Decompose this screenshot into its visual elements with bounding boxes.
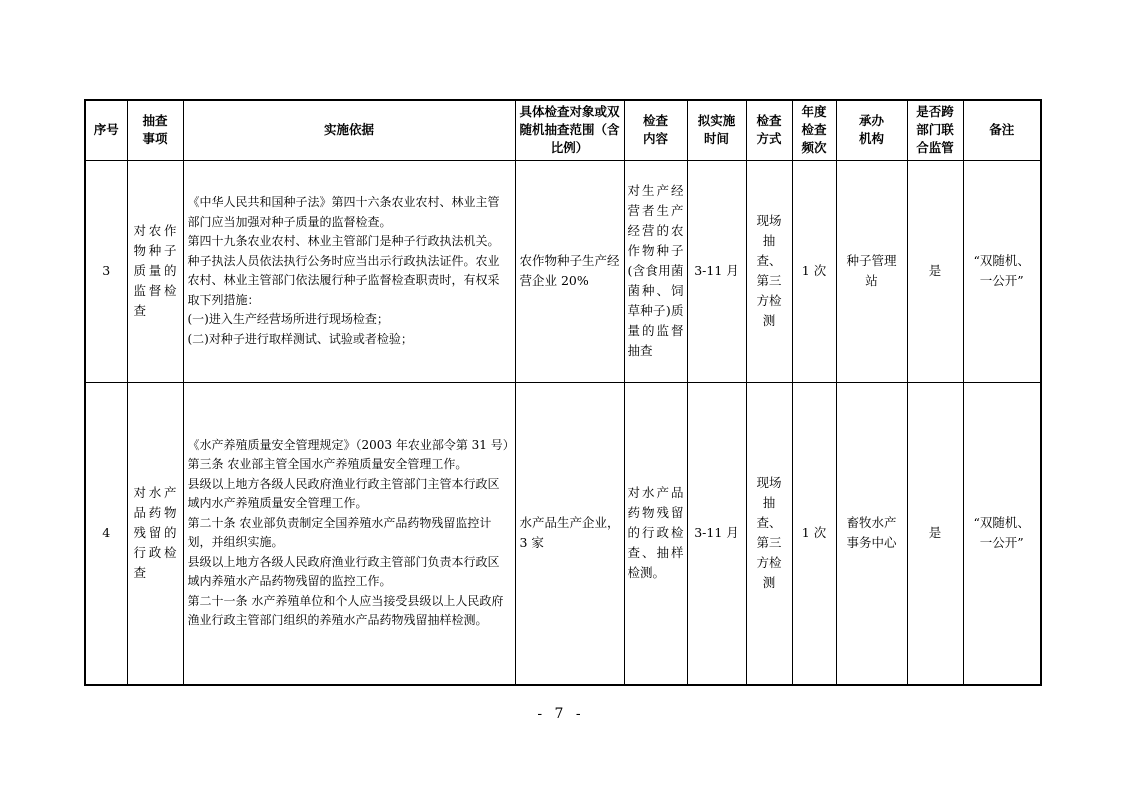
implementation-basis (183, 160, 515, 382)
header-org: 承办机构 (836, 100, 907, 160)
table-row (85, 160, 1041, 382)
header-content: 检查内容 (624, 100, 687, 160)
implementation-basis (183, 382, 515, 685)
basis-paragraph: 县级以上地方各级人民政府渔业行政主管部门主管本行政区域内水产养殖质量安全管理工作。 (187, 476, 500, 511)
basis-paragraph: 《中华人民共和国种子法》第四十六条农业农村、林业主管部门应当加强对种子质量的监督检查。 (187, 195, 500, 229)
basis-paragraph: 县级以上地方各级人民政府渔业行政主管部门负责本行政区域内养殖水产品药物残留的监控工作。 (187, 554, 500, 589)
inspection-content: 对生产经营者生产经营的农作物种子(含食用菌菌种、饲草种子)质量的监督抽查 (624, 160, 687, 382)
basis-paragraph: 第四十九条农业农村、林业主管部门是种子行政执法机关。种子执法人员依法执行公务时应当出示行政执法证件。农业农村、林业主管部门依法履行种子监督检查职责时，有权采取下列措施： (187, 234, 500, 307)
responsible-org: 种子管理站 (836, 160, 907, 382)
cross-department: 是 (907, 160, 963, 382)
header-time: 拟实施时间 (687, 100, 746, 160)
basis-paragraph: 第二十条 农业部负责制定全国养殖水产品药物残留监控计划，并组织实施。 (187, 515, 492, 550)
inspection-scope: 农作物种子生产经营企业 20% (515, 160, 624, 382)
inspection-item: 对水产品药物残留的行政检查 (127, 382, 183, 685)
inspection-item: 对农作物种子质量的监督检查 (127, 160, 183, 382)
inspection-scope: 水产品生产企业，3 家 (515, 382, 624, 685)
header-item: 抽查事项 (127, 100, 183, 160)
inspection-content: 对水产品药物残留的行政检查、抽样检测。 (624, 382, 687, 685)
basis-paragraph: (二)对种子进行取样测试、试验或者检验； (187, 331, 413, 346)
basis-paragraph: (一)进入生产经营场所进行现场检查； (187, 312, 389, 326)
header-remark: 备注 (963, 100, 1041, 160)
header-cross: 是否跨部门联合监管 (907, 100, 963, 160)
header-no: 序号 (85, 100, 127, 160)
row-number: 3 (85, 160, 127, 382)
remark: “双随机、一公开” (963, 160, 1041, 382)
inspection-table (84, 99, 1042, 686)
basis-paragraph: 《水产养殖质量安全管理规定》（2003 年农业部令第 31 号）第三条 农业部主管全国水产养殖质量安全管理工作。 (187, 437, 509, 472)
remark: “双随机、一公开” (963, 382, 1041, 685)
inspection-frequency: 1 次 (792, 160, 836, 382)
basis-paragraph: 第二十一条 水产养殖单位和个人应当接受县级以上人民政府渔业行政主管部门组织的养殖水产品药物残留抽样检测。 (187, 593, 504, 628)
header-method: 检查方式 (746, 100, 792, 160)
responsible-org: 畜牧水产事务中心 (836, 382, 907, 685)
inspection-frequency: 1 次 (792, 382, 836, 685)
header-freq: 年度检查频次 (792, 100, 836, 160)
table-row (85, 382, 1041, 685)
header-basis: 实施依据 (183, 100, 515, 160)
implementation-time: 3-11 月 (687, 382, 746, 685)
header-row (85, 100, 1041, 160)
page-number: - 7 - (537, 706, 585, 722)
inspection-method: 现场抽查、第三方检测 (746, 382, 792, 685)
header-scope: 具体检查对象或双随机抽查范围（含比例） (515, 100, 624, 160)
inspection-method: 现场抽查、第三方检测 (746, 160, 792, 382)
implementation-time: 3-11 月 (687, 160, 746, 382)
row-number: 4 (85, 382, 127, 685)
cross-department: 是 (907, 382, 963, 685)
